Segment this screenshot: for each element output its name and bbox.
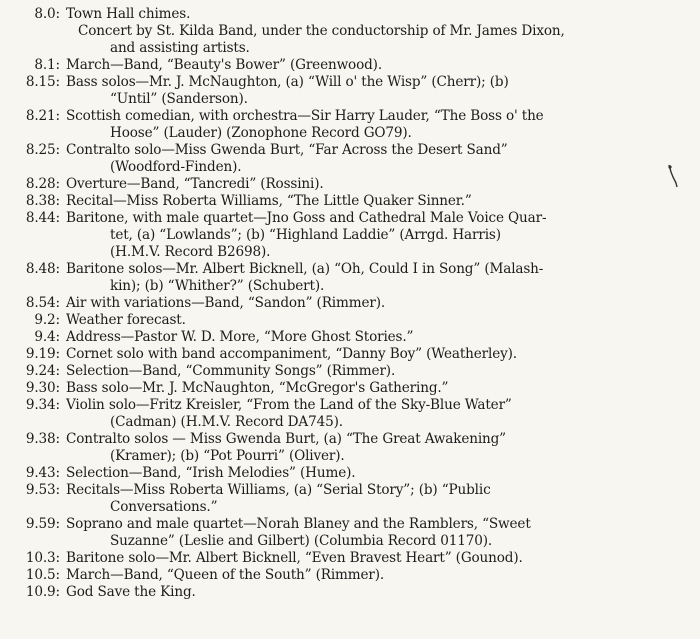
programme-description [64,346,694,363]
programme-line: Baritone solos—Mr. Albert Bicknell, (a) “Oh, Could I in Song” (Malash- [66,261,544,277]
programme-time: 9.4: [34,329,60,345]
programme-line: Town Hall chimes. [66,6,191,22]
programme-line: Baritone solo—Mr. Albert Bicknell, “Even Bravest Heart” (Gounod). [66,550,523,566]
programme-description [64,516,694,550]
programme-line: Air with variations—Band, “Sandon” (Rimmer). [66,295,386,311]
programme-item [14,431,694,465]
programme-line: (Cadman) (H.M.V. Record DA745). [110,414,343,430]
programme-line: Bass solos—Mr. J. McNaughton, (a) “Will o' the Wisp” (Cherr); (b) [66,74,509,90]
programme-time: 8.54: [25,295,60,311]
programme-item [14,329,694,346]
programme-time: 10.9: [25,584,60,600]
programme-line: Weather forecast. [66,312,186,328]
programme-item [14,346,694,363]
programme-line: Selection—Band, “Community Songs” (Rimmer). [66,363,396,379]
programme-item [14,210,694,261]
programme-line: Selection—Band, “Irish Melodies” (Hume). [66,465,356,481]
programme-line: Overture—Band, “Tancredi” (Rossini). [66,176,324,192]
programme-line: Scottish comedian, with orchestra—Sir Harry Lauder, “The Boss o' the [66,108,544,124]
programme-item [14,193,694,210]
programme-line: Recital—Miss Roberta Williams, “The Little Quaker Sinner.” [66,193,472,209]
programme-description [64,74,694,108]
programme-description [64,142,694,176]
programme-time: 8.25: [25,142,60,158]
programme-item [14,295,694,312]
programme-line: Concert by St. Kilda Band, under the conductorship of Mr. James Dixon, [78,23,565,39]
programme-line: Soprano and male quartet—Norah Blaney and the Ramblers, “Sweet [66,516,531,532]
programme-line: God Save the King. [66,584,196,600]
programme-line: and assisting artists. [110,40,250,56]
programme-line: “Until” (Sanderson). [110,91,248,107]
programme-line: Bass solo—Mr. J. McNaughton, “McGregor's Gathering.” [66,380,449,396]
programme-time: 9.53: [25,482,60,498]
programme-line: Violin solo—Fritz Kreisler, “From the Land of the Sky-Blue Water” [66,397,512,413]
programme-item [14,57,694,74]
programme-time: 8.38: [25,193,60,209]
programme-item [14,465,694,482]
programme-time: 9.38: [25,431,60,447]
programme-description [64,261,694,295]
programme-time: 9.34: [25,397,60,413]
programme-item [14,482,694,516]
programme-time: 9.19: [25,346,60,362]
programme-description [64,431,694,465]
programme-item [14,516,694,550]
programme-item [14,567,694,584]
programme-time: 8.48: [25,261,60,277]
programme-time: 9.24: [25,363,60,379]
programme-description [64,482,694,516]
programme-time: 8.21: [25,108,60,124]
programme-description [64,176,694,193]
programme-line: (Woodford-Finden). [110,159,242,175]
programme-item [14,584,694,601]
programme-item [14,380,694,397]
programme-item [14,261,694,295]
programme-line: March—Band, “Beauty's Bower” (Greenwood). [66,57,383,73]
programme-line: Recitals—Miss Roberta Williams, (a) “Serial Story”; (b) “Public [66,482,491,498]
programme-line: (H.M.V. Record B2698). [110,244,271,260]
programme-time: 10.5: [25,567,60,583]
programme-description [64,550,694,567]
programme-description [64,295,694,312]
programme-item [14,363,694,380]
programme-item [14,312,694,329]
programme-time: 9.2: [34,312,60,328]
programme-time: 8.44: [25,210,60,226]
programme-description [64,193,694,210]
programme-line: Cornet solo with band accompaniment, “Danny Boy” (Weatherley). [66,346,517,362]
programme-description [64,312,694,329]
programme-line: Baritone, with male quartet—Jno Goss and Cathedral Male Voice Quar- [66,210,547,226]
programme-item [14,6,694,57]
programme-time: 9.30: [25,380,60,396]
programme-line: kin); (b) “Whither?” (Schubert). [110,278,325,294]
programme-line: Contralto solo—Miss Gwenda Burt, “Far Across the Desert Sand” [66,142,508,158]
programme-item [14,74,694,108]
programme-line: Address—Pastor W. D. More, “More Ghost Stories.” [66,329,414,345]
programme-time: 10.3: [25,550,60,566]
programme-description [64,397,694,431]
programme-description [64,584,694,601]
programme-line: Hoose” (Lauder) (Zonophone Record GO79). [110,125,412,141]
programme-description [64,329,694,346]
programme-description [64,363,694,380]
programme-line: March—Band, “Queen of the South” (Rimmer). [66,567,385,583]
programme-line: Contralto solos — Miss Gwenda Burt, (a) “The Great Awakening” [66,431,506,447]
programme-time: 8.1: [34,57,60,73]
programme-description [64,57,694,74]
programme-description [64,210,694,261]
programme-description [64,567,694,584]
ink-mark-icon [667,163,679,189]
programme-item [14,176,694,193]
programme-description [64,465,694,482]
programme-time: 8.0: [34,6,60,22]
programme-time: 9.43: [25,465,60,481]
programme-item [14,108,694,142]
programme-item [14,397,694,431]
programme-list [14,6,694,601]
programme-description [64,380,694,397]
programme-description [64,108,694,142]
programme-time: 8.15: [25,74,60,90]
programme-line: (Kramer); (b) “Pot Pourri” (Oliver). [110,448,345,464]
programme-line: Suzanne” (Leslie and Gilbert) (Columbia Record 01170). [110,533,493,549]
programme-item [14,550,694,567]
programme-time: 8.28: [25,176,60,192]
programme-time: 9.59: [25,516,60,532]
programme-item [14,142,694,176]
programme-line: Conversations.” [110,499,218,515]
programme-line: tet, (a) “Lowlands”; (b) “Highland Laddie” (Arrgd. Harris) [110,227,501,243]
programme-description [64,6,694,57]
